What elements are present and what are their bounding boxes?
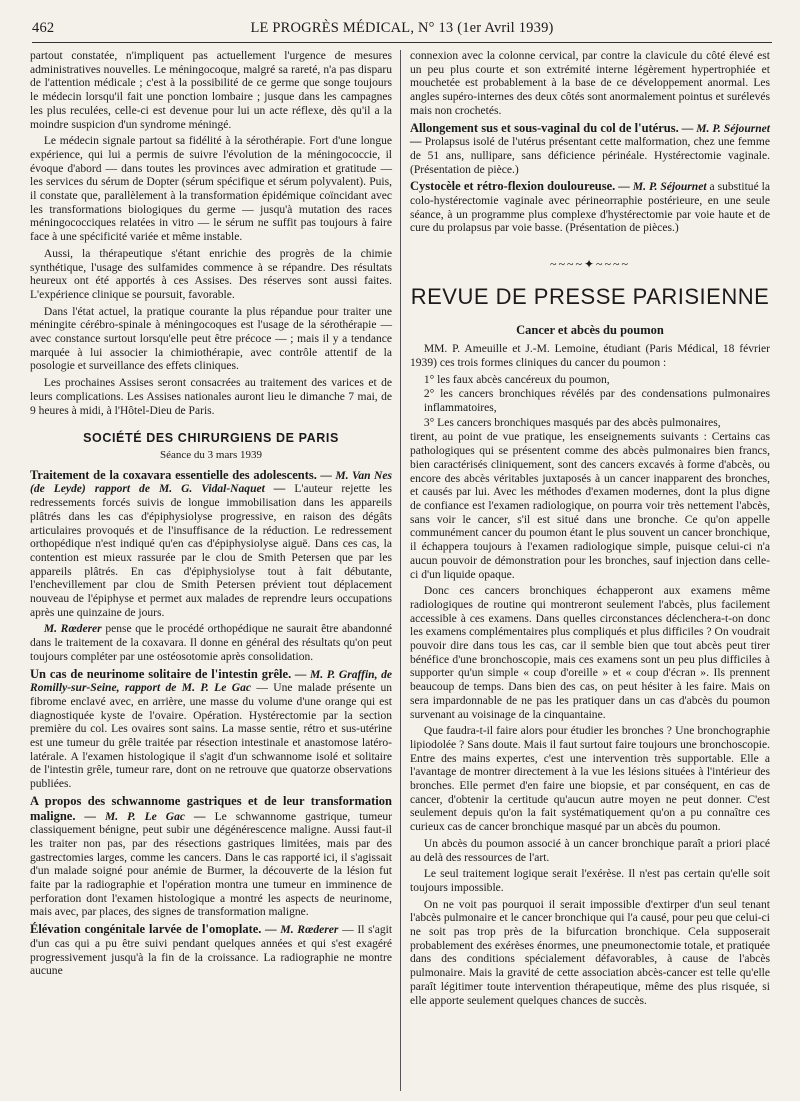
article	[30, 668, 392, 792]
article	[30, 795, 392, 920]
comment-text: pense que le procédé orthopédique ne saurait être abandonné dans le traitement de la coxavara. Il donne en général des résultats qu'on peut toujours compléter par une ostéosotomie après consolidation.	[30, 623, 393, 663]
revue-title: REVUE DE PRESSE PARISIENNE	[410, 283, 770, 309]
paragraph: tirent, au point de vue pratique, les enseignements suivants : Certains cas pathologiques qui se présentent comme des abcès pulmonaires bien francs, bien caractérisés cliniquement, sont des cancers excavés à forme d'abcès, ou encore des abcès véritables juxtaposés à un cancer inapparent des bronches, et causés par lui. Avec les méthodes d'examen modernes, dont la plus digne de confiance est l'examen radiologique, on pourra voir très nettement l'abcès, sans voir le cancer, s'il est situé dans une bronche. Ce qu'on appelle communément cancer du poumon étant le plus souvent un cancer bronchique, il échappera toujours à l'examen radiologique simple, puisque celui-ci n'a aucun pouvoir de démonstration pour les bronches, sauf injection dans celle-ci d'un liquide opaque.	[410, 431, 770, 581]
paragraph: On ne voit pas pourquoi il serait impossible d'extirper d'un seul tenant l'abcès pulmonaire et le cancer bronchique qui l'a causé, pour peu que celui-ci ne soit pas trop près de la bifurcation bronchique. Cela supposerait probablement des exérèses énormes, une pneumonectomie totale, et pratiquée dans des conditions spécialement défavorables, à cause de l'abcès pulmonaire. Mais la gravité de cette association abcès-cancer est telle qu'elle paraît légitimer toute intervention thérapeutique, même des plus risquée, si elle apporte seulement quelques chances de succès.	[410, 898, 770, 1007]
article-title: Cystocèle et rétro-flexion douloureuse.	[410, 179, 616, 194]
article	[410, 122, 770, 178]
article-subheading: Cancer et abcès du poumon	[516, 322, 664, 337]
article-text: Le schwannome gastrique, tumeur classiquement bénigne, peut subir une dégénérescence maligne. Aussi faut-il les traiter non pas, par des résections gastriques limitées, mais par des gastrectomies larges, comme les cancers. Dans le cas rapporté ici, il s'agissait d'un malade soigné pour anémie de Burmer, la découverte de la lésion fut faite par la radiographie et l'opération montra une tumeur en imminence de perforation dont l'examen histologique a montré les aspects de neurinome, mais avec, par places, des signes de transformation maligne.	[30, 810, 392, 919]
article-comment	[30, 623, 392, 664]
article-authors: — M. Rœderer	[265, 924, 339, 937]
paragraph: MM. P. Ameuille et J.-M. Lemoine, étudiant (Paris Médical, 18 février 1939) ces trois formes cliniques du cancer du poumon :	[410, 343, 770, 369]
article-authors: — M. P. Graffin, de Romilly-sur-Seine, rapport de M. P. Le Gac	[30, 668, 393, 695]
column-divider	[400, 50, 401, 1091]
paragraph: partout constatée, n'impliquent pas actuellement l'urgence de mesures administratives nouvelles. Le méningocoque, malgré sa rareté, n'a pas disparu de l'attention médicale ; c'est à la possibilité de ce germe que songe toujours le médecin lorsqu'il fait une ponction lombaire ; jusque dans les campagnes les plus reculées, celle-ci est devenue pour lui un acte réflexe, dès qu'il a la moindre suspicion d'un syndrome méningé.	[30, 50, 392, 131]
article-title: Traitement de la coxavara essentielle des adolescents.	[30, 467, 317, 482]
list-item: 3° Les cancers bronchiques masqués par des abcès pulmonaires,	[423, 416, 721, 429]
list-item: 2° les cancers bronchiques révélés par des condensations pulmonaires inflammatoires,	[423, 388, 770, 415]
article-text: L'auteur rejette les redressements forcés suivis de longue immobilisation dans les appareils plâtrés dans les cas d'épiphysiolyse progressive, en raison des dégâts articulaires provoqués et de l'insuffisance de la réduction. Le redressement orthopédique n'est indiqué qu'en cas d'épiphysiolyse aiguë. Dans ces cas, la contention est mieux rassurée par le clou de Smith Petersen que par les appareils plâtrés. En cas d'épiphysiolyse tout à fait débutante, l'enchevillement par clou de Smith Petersen prévient tout déplacement nouveau de l'épiphyse et permet aux malades de reprendre leurs occupations après une quinzaine de jours.	[30, 483, 392, 619]
article-text: — Il s'agit d'un cas qui a pu être suivi pendant quelques années et qui s'est exagéré progressivement jusqu'à la fin de la croissance. La radiographie ne montre aucune	[30, 924, 393, 978]
paragraph: Le seul traitement logique serait l'exérèse. Il n'est pas certain qu'elle soit toujours impossible.	[410, 868, 770, 894]
article	[410, 180, 770, 236]
comment-author: M. Rœderer	[43, 623, 102, 636]
list-item: 1° les faux abcès cancéreux du poumon,	[423, 373, 610, 386]
article-title: Élévation congénitale larvée de l'omoplate.	[30, 922, 262, 937]
article-authors: — M. P. Séjournet —	[410, 122, 770, 149]
journal-title: LE PROGRÈS MÉDICAL, N° 13 (1er Avril 1939)	[250, 20, 554, 36]
running-header	[32, 14, 772, 43]
article-text: — Une malade présente un fibrome enclavé avec, en arrière, une masse du volume d'une orange qui est diagnostiquée kyste de l'ovaire. Opération. Hystérectomie par la section première du col. Les ovaires sont sains. La masse sentie, rétro et sus-utérine est une tumeur du grêle traitée par résection intestinale et anastomose latéro-latérale. A l'examen histologique il s'agit d'un schwannome isolé et solitaire de l'intestin grêle, tumeur rare, dont on ne retrouve que quatorze observations publiées.	[30, 682, 393, 791]
paragraph: Le médecin signale partout sa fidélité à la sérothérapie. Fort d'une longue expérience, qui lui a permis de suivre l'évolution de la méningococcie, il évoque d'abord — dans toutes les provinces avec admiration et gratitude — les services du sérum de Dopter (sérum spécifique et sérum polyvalent). Puis, il constate que, parallèlement à la transformation épidémique coïncidant avec les transformations biologiques du germe — jusqu'à mutation des races méningococciques relatées in vitro — le sérum ne suffit pas toujours à faire face à une spécificité variée et même instable.	[30, 135, 392, 244]
paragraph: Un abcès du poumon associé à un cancer bronchique paraît a priori placé au delà des ressources de l'art.	[410, 837, 770, 864]
paragraph: Que faudra-t-il faire alors pour étudier les bronches ? Une bronchographie lipiodolée ? Sans doute. Mais il faut surtout faire toujours une bronchoscopie. Entre des mains expertes, c'est une intervention très supportable. Elle a l'avantage de montrer directement à la vue les lésions situées à l'intérieur des bronches. Elle permet d'en faire une biopsie, et par conséquent, en cas de cancer, d'obtenir la certitude qu'aucun autre moyen ne peut donner. C'est seulement depuis qu'on la fait systématiquement qu'on a pu connaître ces curieux cas de cancer bronchique masqué par un abcès du poumon.	[410, 725, 770, 834]
article-authors: — M. Van Nes (de Leyde) rapport de M. G. Vidal-Naquet —	[30, 469, 392, 496]
paragraph: Donc ces cancers bronchiques échapperont aux examens même radiologiques de routine qui montreront seulement l'abcès, plus facilement accessible à ces examens. Dans quelles circonstances déclenchera-t-on donc les examens complémentaires plus compliqués et plus difficiles ? On voudrait pouvoir dire dans tous les cas, car il semble bien que tout abcès peut tirer bénéfice d'une bronchoscopie, mais ces examens sont un peu plus difficiles à supporter qu'un simple « coup d'oreille » et « coup d'écran ». Ils prennent beaucoup de temps. Dans bien des cas, on peut hésiter à les faire. Mais on sera impardonnable de ne pas les pratiquer dans un cas d'abcès du poumon survenant au voisinage de la cinquantaine.	[410, 585, 770, 721]
article-text: Prolapsus isolé de l'utérus présentant cette malformation, chez une femme de 51 ans, nullipare, sans déficience périnéale. Hystérectomie vaginale. (Présentation de pièce.)	[410, 136, 770, 176]
article-title: Allongement sus et sous-vaginal du col de l'utérus.	[410, 120, 679, 135]
section-heading: SOCIÉTÉ DES CHIRURGIENS DE PARIS	[83, 431, 339, 446]
paragraph: connexion avec la colonne cervical, par contre la clavicule du côté élevé est un peu plus courte et son extrémité interne légèrement hypertrophiée et mouchetée est probablement à la base de ce développement anormal. Les angles supéro-internes des deux côtés sont anormalement pointus et surélevés mais non crochetés.	[410, 50, 770, 117]
article	[30, 469, 392, 621]
paragraph: Aussi, la thérapeutique s'étant enrichie des progrès de la chimie synthétique, l'usage des sulfamides commence à se répandre. Des résultats heureux ont été apportés à ces Assises. Des réserves sont aussi faites. L'expérience clinique se poursuit, favorable.	[30, 247, 392, 301]
numbered-list	[410, 374, 770, 431]
right-column	[410, 50, 770, 1093]
session-date: Séance du 3 mars 1939	[159, 448, 263, 461]
left-column	[30, 50, 392, 1093]
ornament-divider: ~~~~✦~~~~	[550, 257, 630, 272]
article-authors: — M. P. Séjournet	[618, 181, 707, 194]
article-text: a substitué la colo-hystérectomie vaginale avec périneorraphie postérieure, en une seule séance, à un programme plus complexe d'hystérectomie par voie haute et de cure du prolapsus par voie basse. (Présentation de pièces.)	[410, 181, 771, 235]
article-title: Un cas de neurinome solitaire de l'intestin grêle.	[30, 666, 292, 681]
article-authors: — M. P. Le Gac —	[84, 810, 206, 823]
paragraph: Les prochaines Assises seront consacrées au traitement des varices et de leurs complications. Les Assises nationales auront lieu le dimanche 7 mai, de 9 heures à midi, à l'Hôtel-Dieu de Paris.	[30, 377, 392, 417]
article	[30, 923, 392, 979]
paragraph: Dans l'état actuel, la pratique courante la plus répandue pour traiter une méningite cérébro-spinale à méningocoques est l'usage de la sérothérapie — avec constance surtout lorsqu'elle peut être précoce — ; mais il y a tendance marquée à lui associer la chimiothérapie, avec contrôle attentif de la posologie et surveillance des effets cliniques.	[30, 305, 392, 373]
page-number: 462	[32, 20, 55, 36]
article-title: A propos des schwannome gastriques et de leur transformation maligne.	[30, 793, 392, 823]
